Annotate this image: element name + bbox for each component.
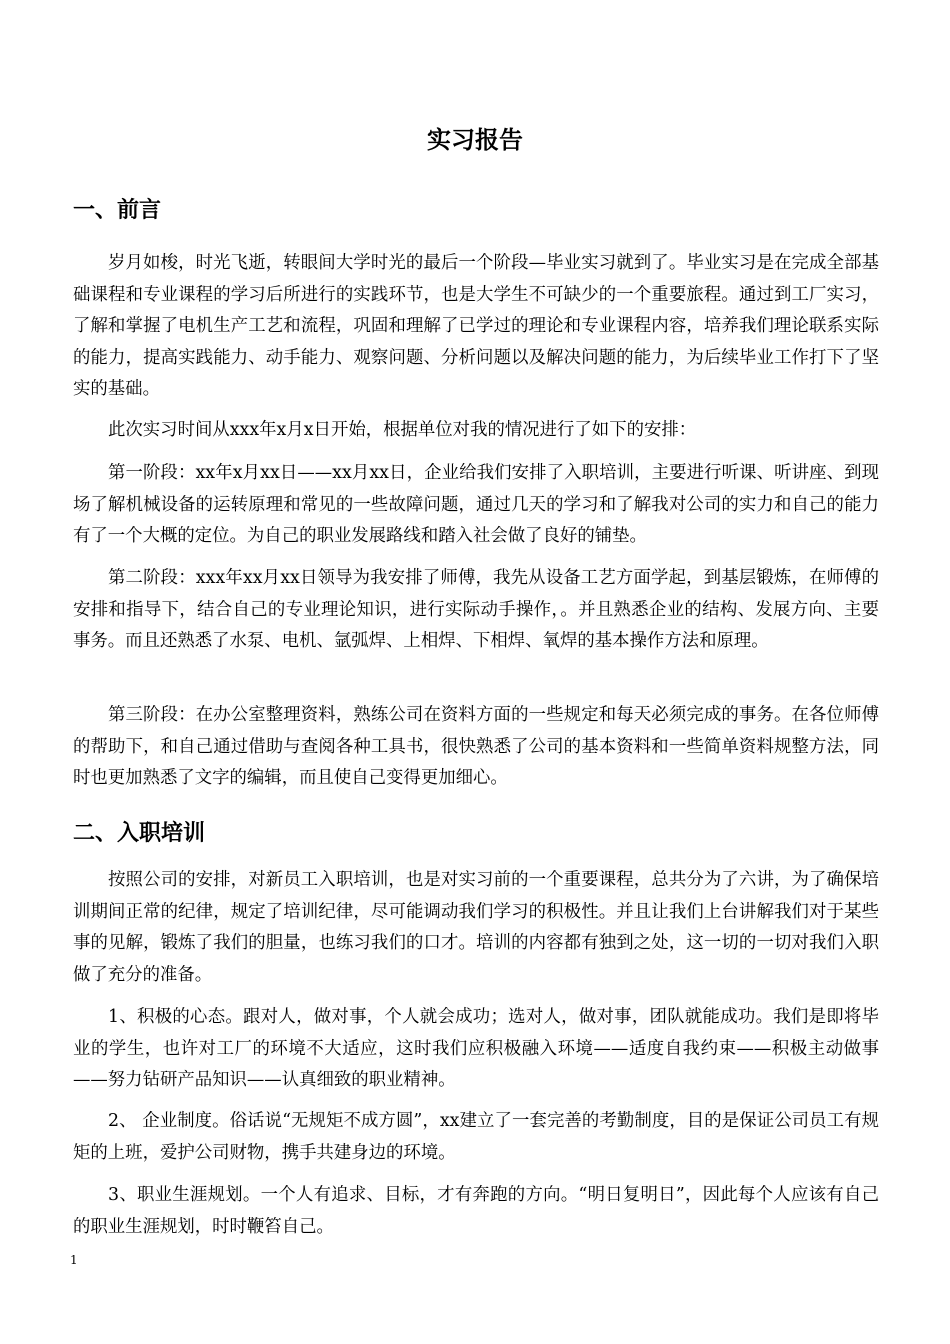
paragraph: 第一阶段：xx年x月xx日——xx月xx日，企业给我们安排了入职培训，主要进行听课、听讲座、到现场了解机械设备的运转原理和常见的一些故障问题，通过几天的学习和了解我对公司的实力和自己的能力有了一个大概的定位。为自己的职业发展路线和踏入社会做了良好的铺垫。 xyxy=(73,463,879,546)
paragraph: 岁月如梭，时光飞逝，转眼间大学时光的最后一个阶段—毕业实习就到了。毕业实习是在完成全部基础课程和专业课程的学习后所进行的实践环节，也是大学生不可缺少的一个重要旅程。通过到工厂实习，了解和掌握了电机生产工艺和流程，巩固和理解了已学过的理论和专业课程内容，培养我们理论联系实际的能力，提高实践能力、动手能力、观察问题、分析问题以及解决问题的能力，为后续毕业工作打下了坚实的基础。 xyxy=(73,253,879,399)
document-title: 实习报告 xyxy=(427,126,523,154)
paragraph: 2、 企业制度。俗话说“无规矩不成方圆”，xx建立了一套完善的考勤制度，目的是保证公司员工有规矩的上班，爱护公司财物，携手共建身边的环境。 xyxy=(73,1111,879,1163)
page-number: 1 xyxy=(70,1253,78,1267)
section-heading-preface: 一、前言 xyxy=(73,198,162,223)
paragraph: 此次实习时间从xxx年x月x日开始，根据单位对我的情况进行了如下的安排： xyxy=(108,420,697,440)
paragraph: 3、职业生涯规划。一个人有追求、目标，才有奔跑的方向。“明日复明日”，因此每个人应该有自己的职业生涯规划，时时鞭笞自己。 xyxy=(73,1185,879,1237)
paragraph: 第二阶段：xxx年xx月xx日领导为我安排了师傅，我先从设备工艺方面学起，到基层锻炼，在师傅的安排和指导下，结合自己的专业理论知识，进行实际动手操作，。并且熟悉企业的结构、发展方向、主要事务。而且还熟悉了水泵、电机、氩弧焊、上相焊、下相焊、氧焊的基本操作方法和原理。 xyxy=(73,568,879,651)
paragraph: 1、积极的心态。跟对人，做对事，个人就会成功；选对人，做对事，团队就能成功。我们是即将毕业的学生，也许对工厂的环境不大适应，这时我们应积极融入环境——适度自我约束——积极主动做事——努力钻研产品知识——认真细致的职业精神。 xyxy=(73,1007,879,1090)
section-heading-onboarding: 二、入职培训 xyxy=(73,821,206,846)
paragraph: 第三阶段：在办公室整理资料，熟练公司在资料方面的一些规定和每天必须完成的事务。在各位师傅的帮助下，和自己通过借助与查阅各种工具书，很快熟悉了公司的基本资料和一些简单资料规整方法，同时也更加熟悉了文字的编辑，而且使自己变得更加细心。 xyxy=(73,705,879,788)
paragraph: 按照公司的安排，对新员工入职培训，也是对实习前的一个重要课程，总共分为了六讲，为了确保培训期间正常的纪律，规定了培训纪律，尽可能调动我们学习的积极性。并且让我们上台讲解我们对于某些事的见解，锻炼了我们的胆量，也练习我们的口才。培训的内容都有独到之处，这一切的一切对我们入职做了充分的准备。 xyxy=(73,870,879,985)
